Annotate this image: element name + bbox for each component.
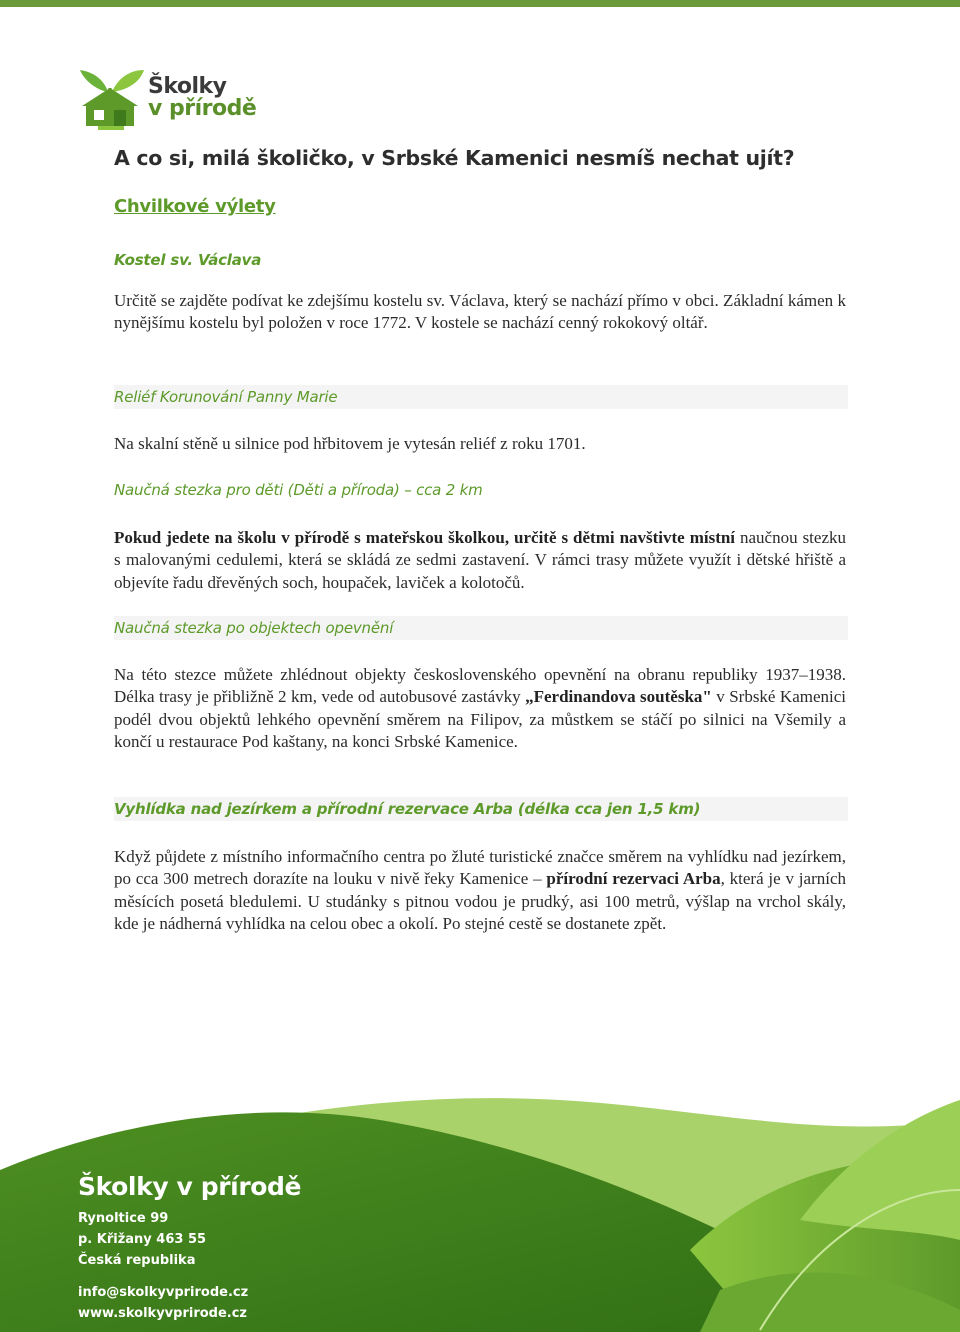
logo-title: Školky	[148, 74, 227, 99]
logo	[78, 66, 278, 132]
opevneni-text	[114, 664, 846, 753]
vyhlidka-bold: přírodní rezervaci Arba	[546, 869, 721, 889]
vyhlidka-title: Vyhlídka nad jezírkem a přírodní rezervace Arba (délka cca jen 1,5 km)	[114, 800, 701, 818]
stezka-deti-text	[114, 527, 846, 594]
logo-subtitle: v přírodě	[148, 96, 257, 121]
footer-email-link[interactable]: info@skolkyvprirode.cz	[78, 1285, 249, 1300]
footer-address-line3: Česká republika	[78, 1253, 196, 1268]
stezka-deti-rest: naučnou stezku s malovanými cedulemi, která se skládá ze sedmi zastavení. V rámci trasy můžete využít i dětské hřiště a objevíte řadu dřevěných soch, houpaček, laviček a kolotočů.	[114, 528, 847, 592]
relief-title: Reliéf Korunování Panny Marie	[114, 388, 338, 406]
footer-address-line2: p. Křižany 463 55	[78, 1232, 207, 1247]
stezka-deti-bold: Pokud jedete na školu v přírodě s mateřskou školkou, určitě s dětmi navštivte místní	[114, 528, 736, 547]
section-heading: Chvilkové výlety	[114, 196, 276, 217]
house-sprout-icon	[78, 66, 148, 132]
page-title: A co si, milá školičko, v Srbské Kamenici nesmíš nechat ujít?	[114, 146, 795, 170]
kostel-text: Určitě se zajděte podívat ke zdejšímu kostelu sv. Václava, který se nachází přímo v obci. Základní kámen k nynějšímu kostelu byl položen v roce 1772. V kostele se nachází cenný rokokový oltář.	[114, 291, 846, 333]
vyhlidka-text	[114, 846, 846, 935]
kostel-title: Kostel sv. Václava	[114, 251, 262, 269]
opevneni-text-a: Na této stezce můžete zhlédnout objekty československého opevnění na obranu republiky 1937–1938. Délka trasy je přibližně 2 km, vede od autobusové zastávky	[114, 665, 846, 707]
top-border	[0, 0, 960, 7]
vyhlidka-text-a: Když půjdete z místního informačního centra po žluté turistické značce směrem na vyhlídku nad jezírkem, po cca 300 metrech dorazíte na louku v nivě řeky Kamenice –	[114, 847, 846, 889]
relief-text: Na skalní stěně u silnice pod hřbitovem je vytesán reliéf z roku 1701.	[114, 434, 586, 453]
opevneni-text-b: v Srbské Kamenici podél dvou objektů lehkého opevnění směrem na Filipov, za můstkem se stáčí po silnici na Všemily a končí u restaurace Pod kaštany, na konci Srbské Kamenice.	[114, 687, 846, 751]
opevneni-title: Naučná stezka po objektech opevnění	[114, 619, 394, 637]
vyhlidka-text-b: , která je v jarních měsících posetá bledulemi. U studánky s pitnou vodou je prudký, asi 100 metrů, výšlap na vrchol skály, kde je nádherná vyhlídka na celou obec a okolí. Po stejné cestě se dostanete zpět.	[114, 869, 846, 933]
footer-address-line1: Rynoltice 99	[78, 1211, 169, 1226]
stezka-deti-title: Naučná stezka pro děti (Děti a příroda) – cca 2 km	[114, 481, 483, 499]
footer-web-link[interactable]: www.skolkyvprirode.cz	[78, 1306, 247, 1321]
footer-title: Školky v přírodě	[78, 1172, 302, 1201]
opevneni-bold: „Ferdinandova soutěska"	[525, 687, 712, 707]
